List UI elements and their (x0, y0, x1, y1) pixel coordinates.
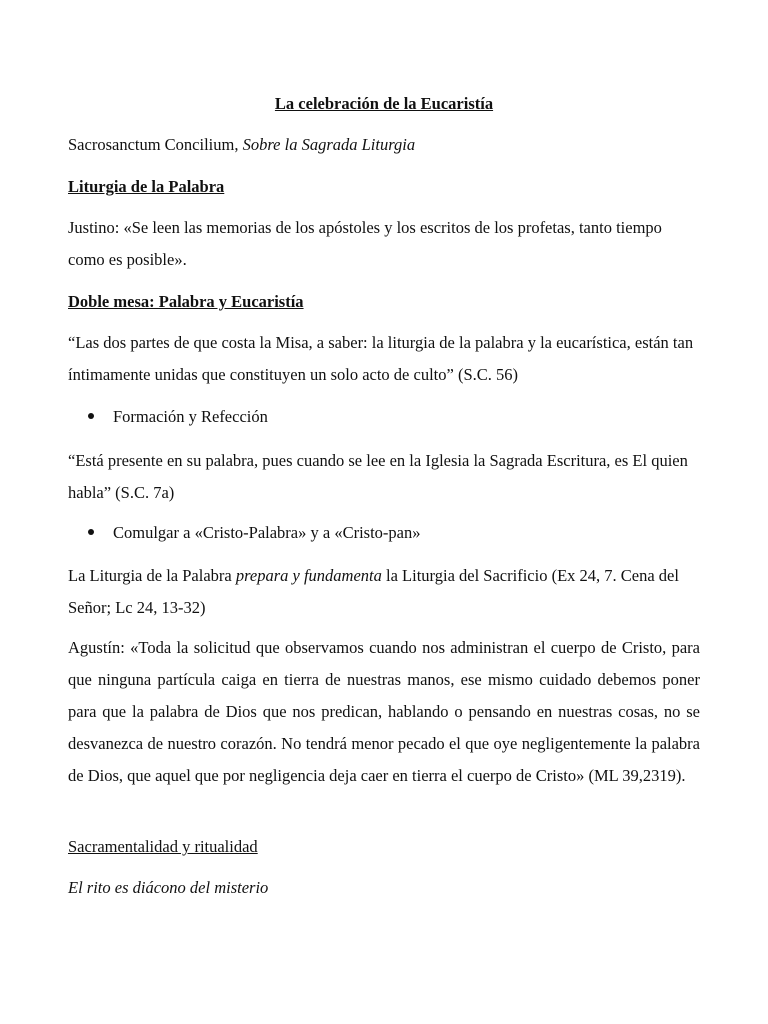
bullet-icon (88, 529, 94, 535)
heading-liturgia-palabra: Liturgia de la Palabra (68, 177, 225, 196)
bullet-text: Comulgar a «Cristo-Palabra» y a «Cristo-pan» (113, 523, 421, 542)
document-title: La celebración de la Eucaristía (274, 94, 494, 113)
liturgia-italic: prepara y fundamenta (235, 566, 382, 585)
heading-sacramentalidad: Sacramentalidad y ritualidad (68, 837, 258, 856)
paragraph-justino: Justino: «Se leen las memorias de los apóstoles y los escritos de los profetas, tanto tiempo como es posible». (68, 218, 662, 269)
paragraph-agustin: Agustín: «Toda la solicitud que observamos cuando nos administran el cuerpo de Cristo, para que ninguna partícula caiga en tierra de nuestras manos, ese mismo cuidado debemos poner para que la palabra de Dios que nos predican, hablando o pensando en nuestras cosas, no se desvanezca de nuestro corazón. No tendrá menor pecado el que oye negligentemente la palabra de Dios, que aquel que por negligencia deja caer en tierra el cuerpo de Cristo» (ML 39,2319). (68, 638, 700, 785)
heading-doble-mesa: Doble mesa: Palabra y Eucaristía (68, 292, 304, 311)
bullet-item (88, 401, 268, 433)
bullet-icon (88, 413, 94, 419)
liturgia-post: la Liturgia del Sacrificio (Ex 24, 7. Cena del Señor; Lc 24, 13-32) (68, 566, 679, 617)
bullet-text: Formación y Refección (113, 407, 268, 426)
paragraph-sc7a: “Está presente en su palabra, pues cuando se lee en la Iglesia la Sagrada Escritura, es El quien habla” (S.C. 7a) (68, 451, 688, 502)
liturgia-pre: La Liturgia de la Palabra (68, 566, 236, 585)
source-prefix: Sacrosanctum Concilium, (68, 135, 243, 154)
bullet-item (88, 517, 420, 549)
paragraph-liturgia-sacrificio (68, 560, 700, 624)
source-italic: Sobre la Sagrada Liturgia (242, 135, 416, 154)
final-italic-line: El rito es diácono del misterio (68, 878, 269, 897)
paragraph-sc56: “Las dos partes de que costa la Misa, a saber: la liturgia de la palabra y la eucarística, están tan íntimamente unidas que constituyen un solo acto de culto” (S.C. 56) (68, 333, 694, 384)
source-line (68, 129, 700, 161)
